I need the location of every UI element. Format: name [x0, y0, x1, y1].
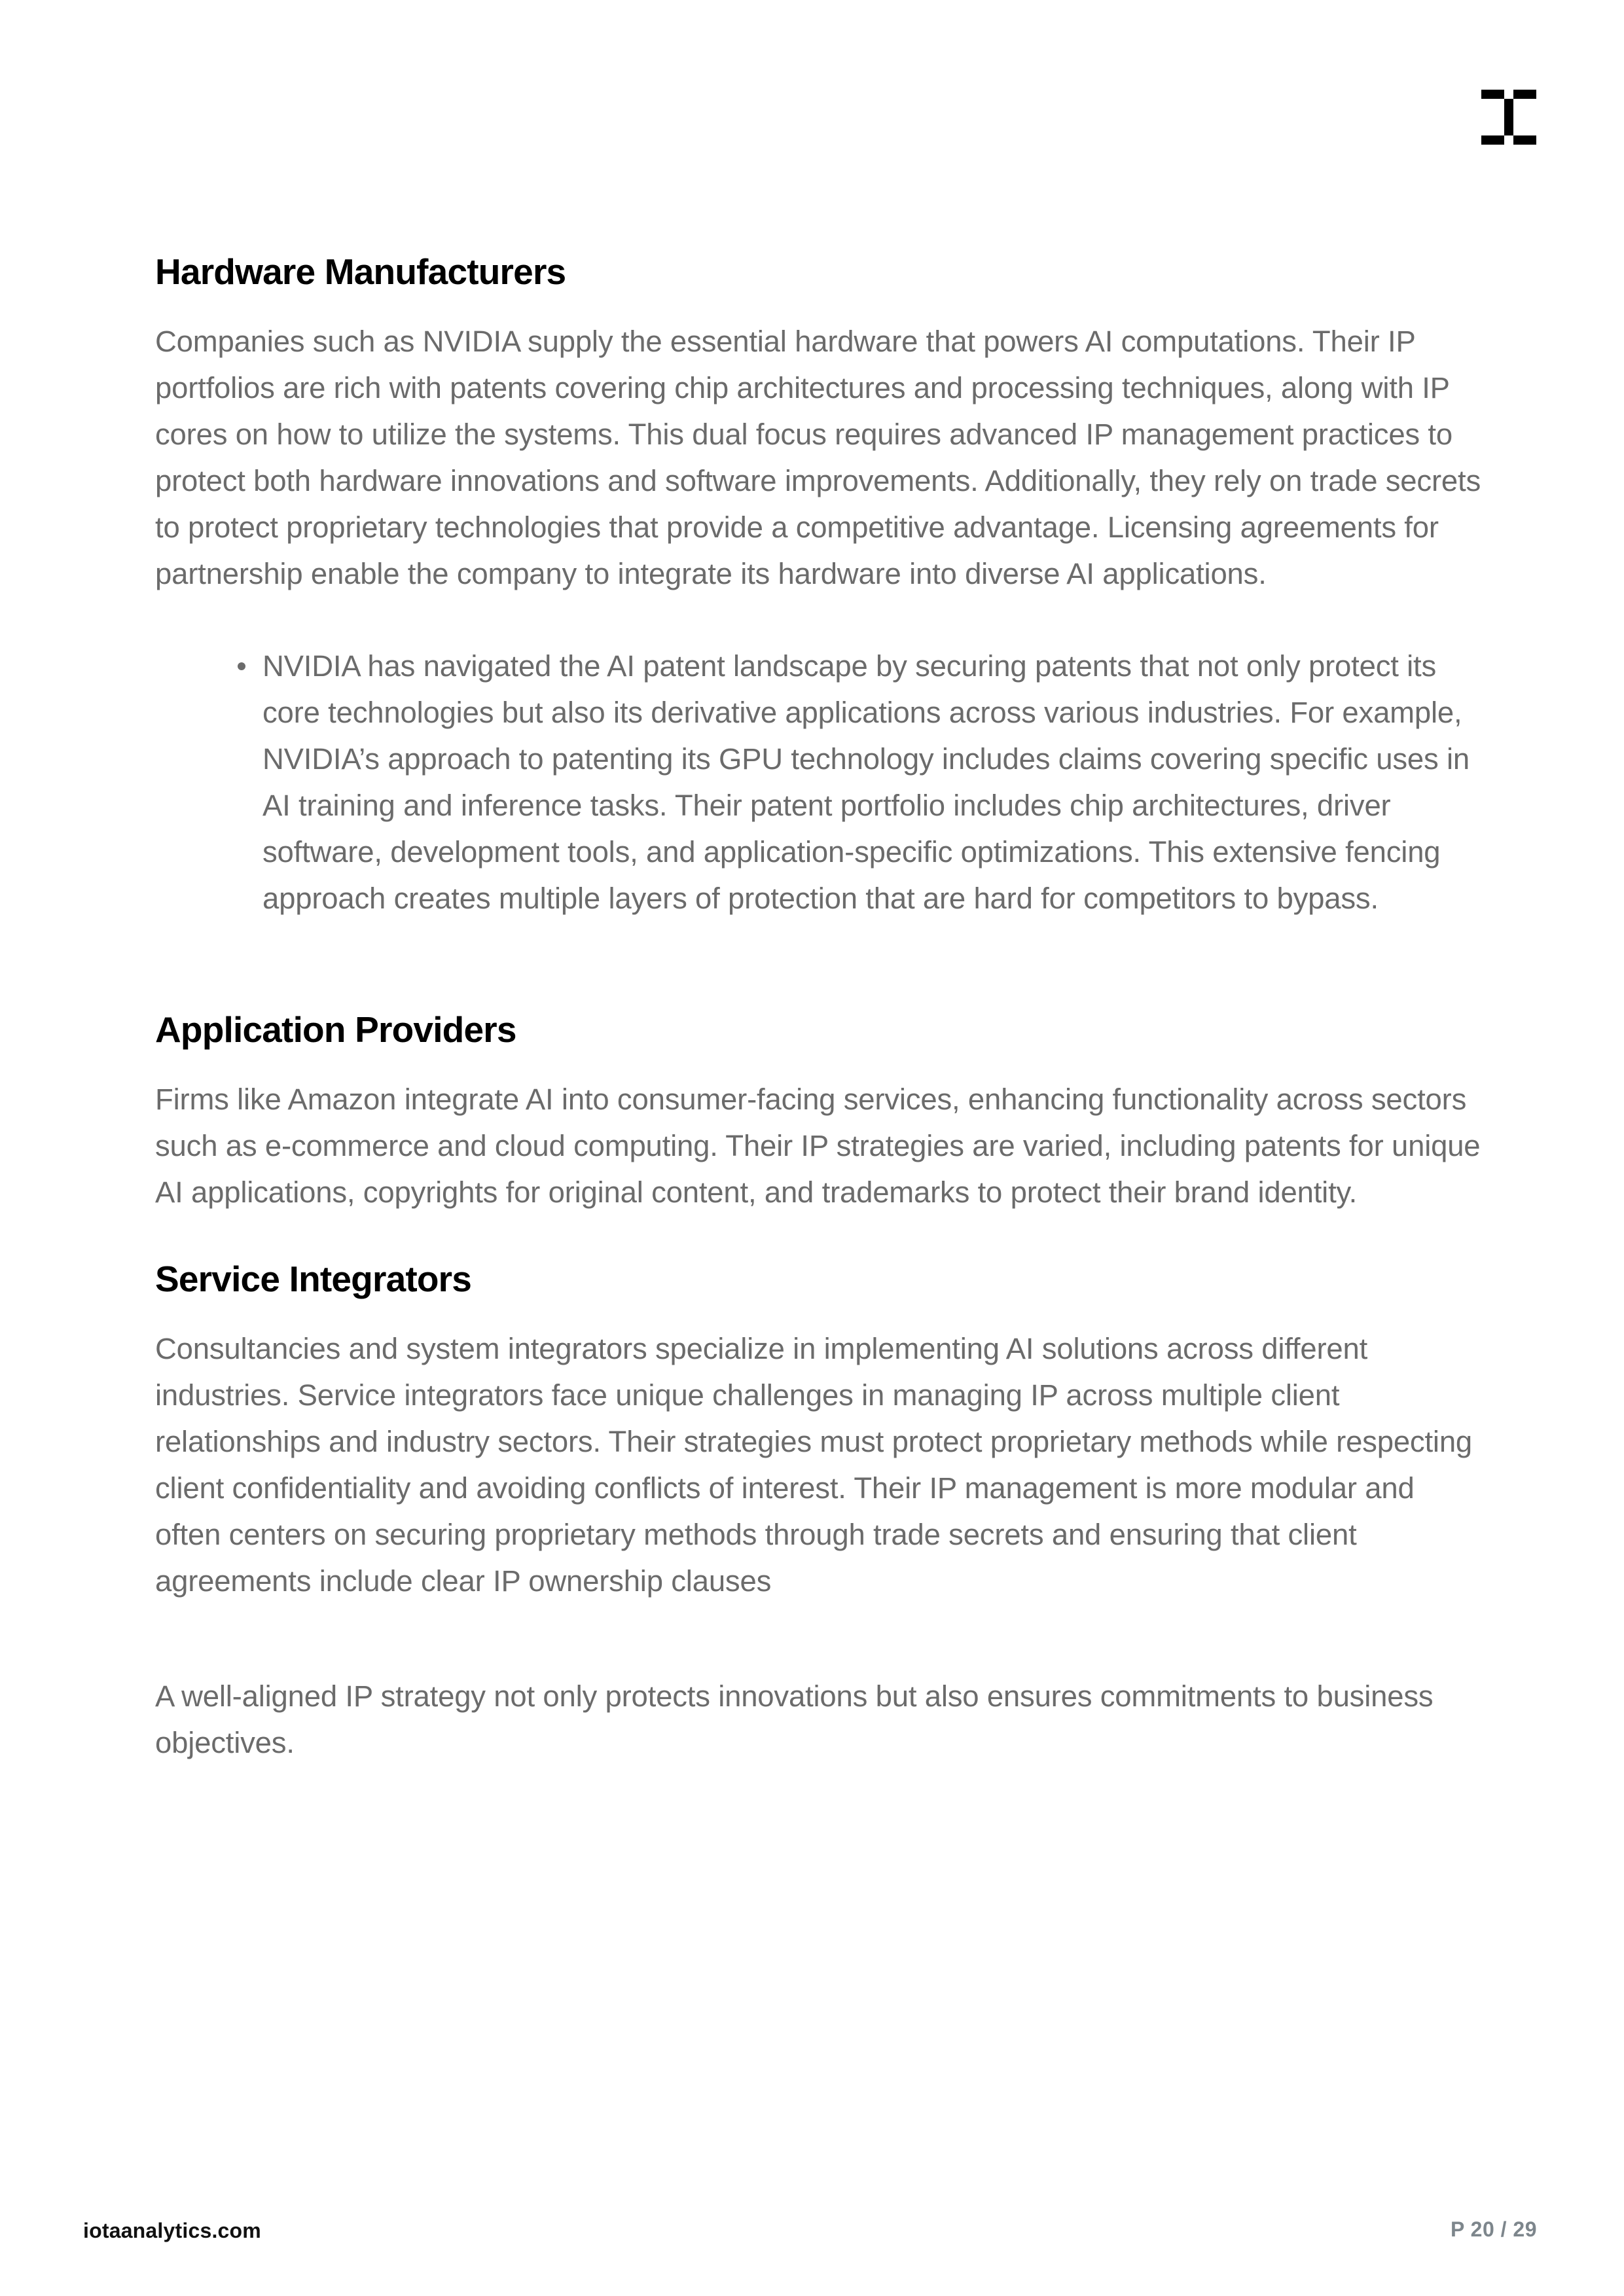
section-heading: Service Integrators — [155, 1259, 472, 1299]
section-application-providers — [155, 1007, 1484, 1215]
bullet-text: NVIDIA has navigated the AI patent landscape by securing patents that not only protect its core technologies but also its derivative applications across various industries. For example, NVIDIA’s approach to patenting its GPU technology includes claims covering specific uses in AI training and inference tasks. Their patent portfolio includes chip architectures, driver software, development tools, and application-specific optimizations. This extensive fencing approach creates multiple layers of protection that are hard for competitors to bypass. — [262, 649, 1470, 915]
iota-bracket-logo-icon — [1481, 90, 1538, 145]
section-service-integrators — [155, 1256, 1484, 1604]
page-indicator: P 20 / 29 — [1450, 2217, 1537, 2241]
section-paragraph: Consultancies and system integrators specialize in implementing AI solutions across different industries. Service integrators face unique challenges in managing IP across multiple client relationships and industry sectors. Their strategies must protect proprietary methods while respecting client confidentiality and avoiding conflicts of interest. Their IP management is more modular and often centers on securing proprietary methods through trade secrets and ensuring that client agreements include clear IP ownership clauses — [155, 1332, 1473, 1598]
bullet-list — [155, 643, 1484, 922]
main-content — [155, 249, 1484, 1766]
section-heading: Hardware Manufacturers — [155, 251, 566, 292]
section-paragraph: Firms like Amazon integrate AI into consumer-facing services, enhancing functionality across sectors such as e-commerce and cloud computing. Their IP strategies are varied, including patents for unique AI applications, copyrights for original content, and trademarks to protect their brand identity. — [155, 1083, 1481, 1209]
section-paragraph: Companies such as NVIDIA supply the essential hardware that powers AI computations. Their IP portfolios are rich with patents covering chip architectures and processing techniques, along with IP cores on how to utilize the systems. This dual focus requires advanced IP management practices to protect both hardware innovations and software improvements. Additionally, they rely on trade secrets to protect proprietary technologies that provide a competitive advantage. Licensing agreements for partnership enable the company to integrate its hardware into diverse AI applications. — [155, 325, 1481, 590]
section-hardware-manufacturers — [155, 249, 1484, 922]
bullet-dot-icon — [238, 662, 245, 670]
closing-statement — [155, 1673, 1484, 1766]
bullet-item — [262, 643, 1484, 922]
closing-paragraph: A well-aligned IP strategy not only protects innovations but also ensures commitments to business objectives. — [155, 1679, 1434, 1759]
footer-website-link[interactable]: iotaanalytics.com — [83, 2219, 261, 2242]
section-heading: Application Providers — [155, 1009, 516, 1050]
